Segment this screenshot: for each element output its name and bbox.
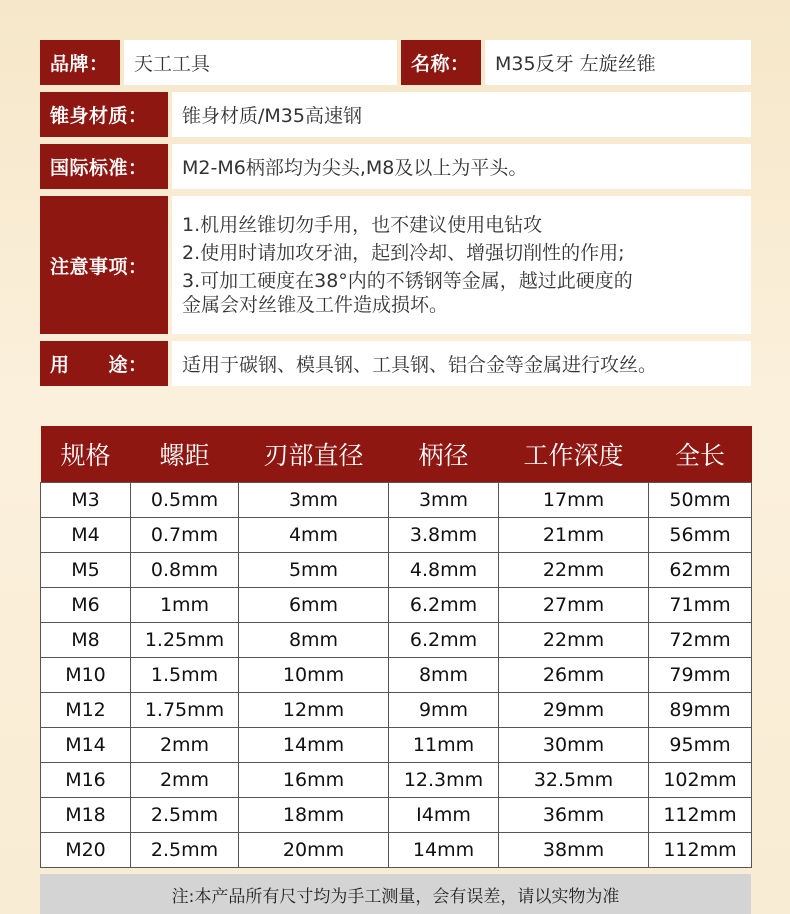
table-cell: 20mm xyxy=(239,833,389,868)
table-row xyxy=(41,658,752,693)
table-cell: 50mm xyxy=(649,483,752,518)
table-cell: 8mm xyxy=(239,623,389,658)
table-cell: 1.75mm xyxy=(131,693,239,728)
table-cell: 16mm xyxy=(239,763,389,798)
table-cell: I4mm xyxy=(389,798,499,833)
table-cell: 30mm xyxy=(499,728,649,763)
brand-label: 品牌： xyxy=(40,40,120,85)
spec-table xyxy=(40,426,752,868)
table-cell: 14mm xyxy=(239,728,389,763)
table-cell: 112mm xyxy=(649,798,752,833)
brand-value: 天工工具 xyxy=(124,40,397,85)
table-row xyxy=(41,588,752,623)
table-cell: 4.8mm xyxy=(389,553,499,588)
table-cell: M8 xyxy=(41,623,131,658)
table-cell: 102mm xyxy=(649,763,752,798)
usage-label: 用 途： xyxy=(40,341,168,386)
header-working-depth: 工作深度 xyxy=(499,426,649,483)
table-row xyxy=(41,728,752,763)
table-cell: 3.8mm xyxy=(389,518,499,553)
table-cell: 38mm xyxy=(499,833,649,868)
material-row xyxy=(40,92,751,137)
table-cell: 89mm xyxy=(649,693,752,728)
footer-note: 注:本产品所有尺寸均为手工测量，会有误差，请以实物为准 xyxy=(40,874,751,914)
header-total-length: 全长 xyxy=(649,426,752,483)
table-row xyxy=(41,763,752,798)
table-cell: 27mm xyxy=(499,588,649,623)
table-cell: 3mm xyxy=(239,483,389,518)
table-row xyxy=(41,833,752,868)
notes-label: 注意事项： xyxy=(40,196,168,334)
standard-value: M2-M6柄部均为尖头,M8及以上为平头。 xyxy=(172,144,751,189)
table-cell: 2mm xyxy=(131,763,239,798)
table-header-row xyxy=(41,426,752,483)
table-cell: 21mm xyxy=(499,518,649,553)
standard-label: 国际标准： xyxy=(40,144,168,189)
table-cell: 26mm xyxy=(499,658,649,693)
table-cell: M10 xyxy=(41,658,131,693)
table-cell: M5 xyxy=(41,553,131,588)
table-row xyxy=(41,553,752,588)
table-cell: 17mm xyxy=(499,483,649,518)
table-cell: 0.8mm xyxy=(131,553,239,588)
table-row xyxy=(41,798,752,833)
table-cell: 0.5mm xyxy=(131,483,239,518)
name-value: M35反牙 左旋丝锥 xyxy=(485,40,751,85)
table-cell: M4 xyxy=(41,518,131,553)
table-cell: M20 xyxy=(41,833,131,868)
table-cell: 22mm xyxy=(499,553,649,588)
table-row xyxy=(41,693,752,728)
table-cell: 29mm xyxy=(499,693,649,728)
table-row xyxy=(41,623,752,658)
note-item-1: 1.机用丝锥切勿手用，也不建议使用电钻攻 xyxy=(182,213,543,236)
table-cell: 9mm xyxy=(389,693,499,728)
table-cell: 62mm xyxy=(649,553,752,588)
table-cell: 95mm xyxy=(649,728,752,763)
usage-value: 适用于碳钢、模具钢、工具钢、铝合金等金属进行攻丝。 xyxy=(172,341,751,386)
table-cell: 2.5mm xyxy=(131,833,239,868)
table-cell: 1.25mm xyxy=(131,623,239,658)
notes-row xyxy=(40,196,751,334)
name-label: 名称： xyxy=(401,40,481,85)
header-blade-diameter: 刃部直径 xyxy=(239,426,389,483)
note-item-3 xyxy=(182,270,633,318)
table-cell: 32.5mm xyxy=(499,763,649,798)
table-cell: M14 xyxy=(41,728,131,763)
table-cell: 6.2mm xyxy=(389,588,499,623)
table-cell: 4mm xyxy=(239,518,389,553)
table-cell: 22mm xyxy=(499,623,649,658)
note-item-3-line-2: 金属会对丝锥及工件造成损坏。 xyxy=(182,293,449,316)
table-cell: 2mm xyxy=(131,728,239,763)
table-cell: 12.3mm xyxy=(389,763,499,798)
table-cell: 1.5mm xyxy=(131,658,239,693)
table-row xyxy=(41,483,752,518)
note-item-3-line-1: 3.可加工硬度在38°内的不锈钢等金属，越过此硬度的 xyxy=(182,269,633,292)
table-cell: 5mm xyxy=(239,553,389,588)
table-row xyxy=(41,518,752,553)
header-spec: 规格 xyxy=(41,426,131,483)
table-cell: 14mm xyxy=(389,833,499,868)
table-cell: 18mm xyxy=(239,798,389,833)
table-cell: 0.7mm xyxy=(131,518,239,553)
notes-value xyxy=(172,196,751,334)
table-cell: 6.2mm xyxy=(389,623,499,658)
header-pitch: 螺距 xyxy=(131,426,239,483)
material-value: 锥身材质/M35高速钢 xyxy=(172,92,751,137)
material-label: 锥身材质： xyxy=(40,92,168,137)
table-cell: 8mm xyxy=(389,658,499,693)
table-cell: 72mm xyxy=(649,623,752,658)
brand-name-row xyxy=(40,40,751,85)
standard-row xyxy=(40,144,751,189)
table-cell: M18 xyxy=(41,798,131,833)
table-cell: 11mm xyxy=(389,728,499,763)
table-cell: M6 xyxy=(41,588,131,623)
header-shank-diameter: 柄径 xyxy=(389,426,499,483)
usage-row xyxy=(40,341,751,386)
table-cell: 1mm xyxy=(131,588,239,623)
table-cell: 10mm xyxy=(239,658,389,693)
table-cell: 112mm xyxy=(649,833,752,868)
table-cell: 36mm xyxy=(499,798,649,833)
note-item-2: 2.使用时请加攻牙油，起到冷却、增强切削性的作用; xyxy=(182,242,625,265)
table-cell: M12 xyxy=(41,693,131,728)
table-cell: 6mm xyxy=(239,588,389,623)
table-cell: M3 xyxy=(41,483,131,518)
table-cell: 2.5mm xyxy=(131,798,239,833)
table-cell: 56mm xyxy=(649,518,752,553)
table-cell: 79mm xyxy=(649,658,752,693)
table-cell: 71mm xyxy=(649,588,752,623)
table-cell: M16 xyxy=(41,763,131,798)
table-body xyxy=(41,483,752,868)
table-cell: 3mm xyxy=(389,483,499,518)
table-cell: 12mm xyxy=(239,693,389,728)
